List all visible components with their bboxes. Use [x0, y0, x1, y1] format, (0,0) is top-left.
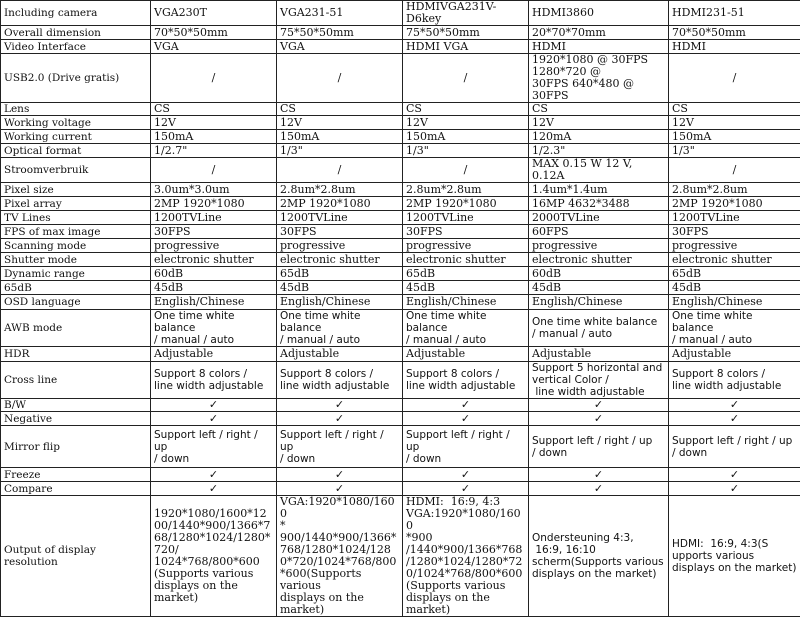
- spec-cell: progressive: [277, 239, 403, 253]
- spec-row: [1, 412, 800, 426]
- spec-cell: English/Chinese: [277, 295, 403, 310]
- spec-cell: Support 8 colors / line width adjustable: [669, 362, 800, 399]
- spec-cell: 30FPS: [151, 225, 277, 239]
- spec-cell: HDMI231-51: [669, 1, 800, 26]
- row-label: Pixel array: [1, 197, 151, 211]
- spec-cell: 65dB: [403, 267, 529, 281]
- spec-row: [1, 468, 800, 482]
- spec-cell: 1200TVLine: [669, 211, 800, 225]
- spec-cell: CS: [151, 103, 277, 116]
- spec-cell: One time white balance / manual / auto: [669, 310, 800, 347]
- check-icon: ✓: [403, 482, 529, 496]
- spec-cell: Support 5 horizontal and vertical Color / line width adjustable: [529, 362, 669, 399]
- spec-cell: VGA: [277, 40, 403, 54]
- row-label: Stroomverbruik: [1, 158, 151, 183]
- spec-cell: 2MP 1920*1080: [151, 197, 277, 211]
- spec-cell: English/Chinese: [151, 295, 277, 310]
- row-label: HDR: [1, 347, 151, 362]
- spec-cell: 150mA: [151, 130, 277, 144]
- spec-cell: One time white balance / manual / auto: [151, 310, 277, 347]
- row-label: Overall dimension: [1, 26, 151, 40]
- spec-cell: 150mA: [669, 130, 800, 144]
- spec-cell: progressive: [529, 239, 669, 253]
- spec-row: [1, 426, 800, 468]
- check-icon: ✓: [669, 399, 800, 412]
- spec-row: [1, 267, 800, 281]
- check-icon: ✓: [277, 482, 403, 496]
- spec-cell: CS: [277, 103, 403, 116]
- spec-cell: 2000TVLine: [529, 211, 669, 225]
- spec-row: [1, 310, 800, 347]
- spec-cell: electronic shutter: [669, 253, 800, 267]
- spec-cell: HDMI: 16:9, 4:3(S upports various displays on the market): [669, 496, 800, 617]
- spec-cell: 65dB: [277, 267, 403, 281]
- spec-cell: VGA231-51: [277, 1, 403, 26]
- spec-cell: Support 8 colors / line width adjustable: [151, 362, 277, 399]
- spec-cell: 1.4um*1.4um: [529, 183, 669, 197]
- spec-cell: /: [151, 54, 277, 103]
- spec-row: [1, 116, 800, 130]
- spec-cell: electronic shutter: [529, 253, 669, 267]
- spec-row: [1, 54, 800, 103]
- spec-cell: 120mA: [529, 130, 669, 144]
- check-icon: ✓: [277, 468, 403, 482]
- spec-cell: One time white balance / manual / auto: [529, 310, 669, 347]
- spec-cell: 150mA: [403, 130, 529, 144]
- spec-cell: English/Chinese: [669, 295, 800, 310]
- spec-cell: 20*70*70mm: [529, 26, 669, 40]
- row-label: FPS of max image: [1, 225, 151, 239]
- spec-cell: Adjustable: [403, 347, 529, 362]
- spec-row: [1, 281, 800, 295]
- spec-row: [1, 295, 800, 310]
- spec-row: [1, 144, 800, 158]
- spec-cell: English/Chinese: [403, 295, 529, 310]
- spec-cell: HDMI3860: [529, 1, 669, 26]
- spec-cell: electronic shutter: [403, 253, 529, 267]
- spec-row: [1, 1, 800, 26]
- spec-cell: 75*50*50mm: [277, 26, 403, 40]
- spec-cell: 70*50*50mm: [151, 26, 277, 40]
- spec-cell: Support left / right / up / down: [529, 426, 669, 468]
- spec-cell: 60dB: [529, 267, 669, 281]
- spec-cell: 1/2.3": [529, 144, 669, 158]
- spec-cell: Support left / right / up / down: [669, 426, 800, 468]
- row-label: Mirror flip: [1, 426, 151, 468]
- spec-cell: 1920*1080/1600*12 00/1440*900/1366*7 68/1280*1024/1280* 720/ 1024*768/800*600 (Supports various displays on the market): [151, 496, 277, 617]
- spec-cell: 1200TVLine: [403, 211, 529, 225]
- row-label: Negative: [1, 412, 151, 426]
- check-icon: ✓: [151, 399, 277, 412]
- spec-cell: 60FPS: [529, 225, 669, 239]
- spec-row: [1, 253, 800, 267]
- spec-cell: 45dB: [529, 281, 669, 295]
- spec-cell: 30FPS: [277, 225, 403, 239]
- spec-cell: 1200TVLine: [151, 211, 277, 225]
- spec-cell: /: [277, 158, 403, 183]
- spec-cell: One time white balance / manual / auto: [403, 310, 529, 347]
- spec-cell: 70*50*50mm: [669, 26, 800, 40]
- spec-row: [1, 40, 800, 54]
- spec-cell: 45dB: [277, 281, 403, 295]
- spec-cell: HDMIVGA231V-D6key: [403, 1, 529, 26]
- row-label: Freeze: [1, 468, 151, 482]
- spec-cell: 1/2.7": [151, 144, 277, 158]
- spec-cell: 75*50*50mm: [403, 26, 529, 40]
- spec-cell: 2MP 1920*1080: [277, 197, 403, 211]
- spec-row: [1, 103, 800, 116]
- check-icon: ✓: [277, 412, 403, 426]
- spec-cell: /: [669, 54, 800, 103]
- spec-cell: Support 8 colors / line width adjustable: [403, 362, 529, 399]
- spec-row: [1, 347, 800, 362]
- spec-cell: 2.8um*2.8um: [403, 183, 529, 197]
- spec-cell: Adjustable: [529, 347, 669, 362]
- spec-cell: VGA: [151, 40, 277, 54]
- check-icon: ✓: [529, 482, 669, 496]
- spec-cell: CS: [669, 103, 800, 116]
- spec-cell: Adjustable: [669, 347, 800, 362]
- row-label: Lens: [1, 103, 151, 116]
- row-label: Cross line: [1, 362, 151, 399]
- check-icon: ✓: [403, 399, 529, 412]
- check-icon: ✓: [529, 412, 669, 426]
- row-label: Pixel size: [1, 183, 151, 197]
- row-label: TV Lines: [1, 211, 151, 225]
- spec-cell: CS: [403, 103, 529, 116]
- spec-cell: 65dB: [669, 267, 800, 281]
- spec-row: [1, 399, 800, 412]
- check-icon: ✓: [669, 468, 800, 482]
- spec-cell: 3.0um*3.0um: [151, 183, 277, 197]
- spec-cell: 2MP 1920*1080: [403, 197, 529, 211]
- check-icon: ✓: [529, 468, 669, 482]
- spec-cell: Support left / right / up / down: [151, 426, 277, 468]
- check-icon: ✓: [669, 482, 800, 496]
- spec-cell: progressive: [403, 239, 529, 253]
- spec-cell: /: [403, 158, 529, 183]
- row-label: B/W: [1, 399, 151, 412]
- spec-cell: Adjustable: [151, 347, 277, 362]
- spec-cell: 45dB: [669, 281, 800, 295]
- row-label: OSD language: [1, 295, 151, 310]
- spec-row: [1, 482, 800, 496]
- spec-row: [1, 362, 800, 399]
- row-label: USB2.0 (Drive gratis): [1, 54, 151, 103]
- spec-cell: 1/3": [403, 144, 529, 158]
- spec-cell: HDMI: 16:9, 4:3 VGA:1920*1080/1600 *900 /1440*900/1366*768 /1280*1024/1280*72 0/1024*768/800*600 (Supports various displays on the market): [403, 496, 529, 617]
- row-label: 65dB: [1, 281, 151, 295]
- row-label: Scanning mode: [1, 239, 151, 253]
- spec-row: [1, 225, 800, 239]
- check-icon: ✓: [151, 412, 277, 426]
- spec-cell: 150mA: [277, 130, 403, 144]
- spec-cell: electronic shutter: [151, 253, 277, 267]
- spec-cell: /: [403, 54, 529, 103]
- spec-cell: VGA:1920*1080/1600 * 900/1440*900/1366* 768/1280*1024/128 0*720/1024*768/800 *600(Supports various displays on the market): [277, 496, 403, 617]
- spec-cell: electronic shutter: [277, 253, 403, 267]
- spec-cell: One time white balance / manual / auto: [277, 310, 403, 347]
- row-label: AWB mode: [1, 310, 151, 347]
- spec-cell: 30FPS: [403, 225, 529, 239]
- spec-cell: HDMI: [529, 40, 669, 54]
- row-label: Optical format: [1, 144, 151, 158]
- spec-row: [1, 158, 800, 183]
- spec-cell: 12V: [151, 116, 277, 130]
- row-label: Working current: [1, 130, 151, 144]
- row-label: Including camera: [1, 1, 151, 26]
- spec-row: [1, 239, 800, 253]
- spec-row: [1, 211, 800, 225]
- spec-row: [1, 26, 800, 40]
- check-icon: ✓: [277, 399, 403, 412]
- spec-cell: MAX 0.15 W 12 V, 0.12A: [529, 158, 669, 183]
- spec-row: [1, 496, 800, 617]
- spec-cell: 2.8um*2.8um: [669, 183, 800, 197]
- spec-cell: progressive: [151, 239, 277, 253]
- spec-cell: /: [277, 54, 403, 103]
- row-label: Shutter mode: [1, 253, 151, 267]
- spec-cell: 1/3": [277, 144, 403, 158]
- row-label: Working voltage: [1, 116, 151, 130]
- spec-cell: 30FPS: [669, 225, 800, 239]
- spec-cell: 12V: [277, 116, 403, 130]
- spec-cell: CS: [529, 103, 669, 116]
- spec-cell: 60dB: [151, 267, 277, 281]
- row-label: Video Interface: [1, 40, 151, 54]
- spec-cell: 45dB: [151, 281, 277, 295]
- spec-row: [1, 197, 800, 211]
- spec-cell: VGA230T: [151, 1, 277, 26]
- spec-cell: HDMI: [669, 40, 800, 54]
- spec-cell: 12V: [403, 116, 529, 130]
- check-icon: ✓: [403, 412, 529, 426]
- row-label: Output of display resolution: [1, 496, 151, 617]
- check-icon: ✓: [669, 412, 800, 426]
- spec-row: [1, 130, 800, 144]
- spec-cell: 1/3": [669, 144, 800, 158]
- spec-cell: 1920*1080 @ 30FPS 1280*720 @ 30FPS 640*480 @ 30FPS: [529, 54, 669, 103]
- row-label: Compare: [1, 482, 151, 496]
- spec-cell: 2MP 1920*1080: [669, 197, 800, 211]
- check-icon: ✓: [529, 399, 669, 412]
- spec-cell: /: [151, 158, 277, 183]
- spec-row: [1, 183, 800, 197]
- check-icon: ✓: [403, 468, 529, 482]
- spec-cell: Support left / right / up / down: [277, 426, 403, 468]
- spec-cell: Ondersteuning 4:3, 16:9, 16:10 scherm(Supports various displays on the market): [529, 496, 669, 617]
- spec-cell: 16MP 4632*3488: [529, 197, 669, 211]
- spec-cell: 2.8um*2.8um: [277, 183, 403, 197]
- row-label: Dynamic range: [1, 267, 151, 281]
- spec-cell: Support 8 colors / line width adjustable: [277, 362, 403, 399]
- check-icon: ✓: [151, 468, 277, 482]
- spec-cell: 1200TVLine: [277, 211, 403, 225]
- check-icon: ✓: [151, 482, 277, 496]
- spec-cell: Adjustable: [277, 347, 403, 362]
- spec-cell: 12V: [669, 116, 800, 130]
- spec-cell: 12V: [529, 116, 669, 130]
- spec-cell: /: [669, 158, 800, 183]
- spec-cell: Support left / right / up / down: [403, 426, 529, 468]
- spec-cell: HDMI VGA: [403, 40, 529, 54]
- spec-cell: 45dB: [403, 281, 529, 295]
- spec-cell: English/Chinese: [529, 295, 669, 310]
- spec-cell: progressive: [669, 239, 800, 253]
